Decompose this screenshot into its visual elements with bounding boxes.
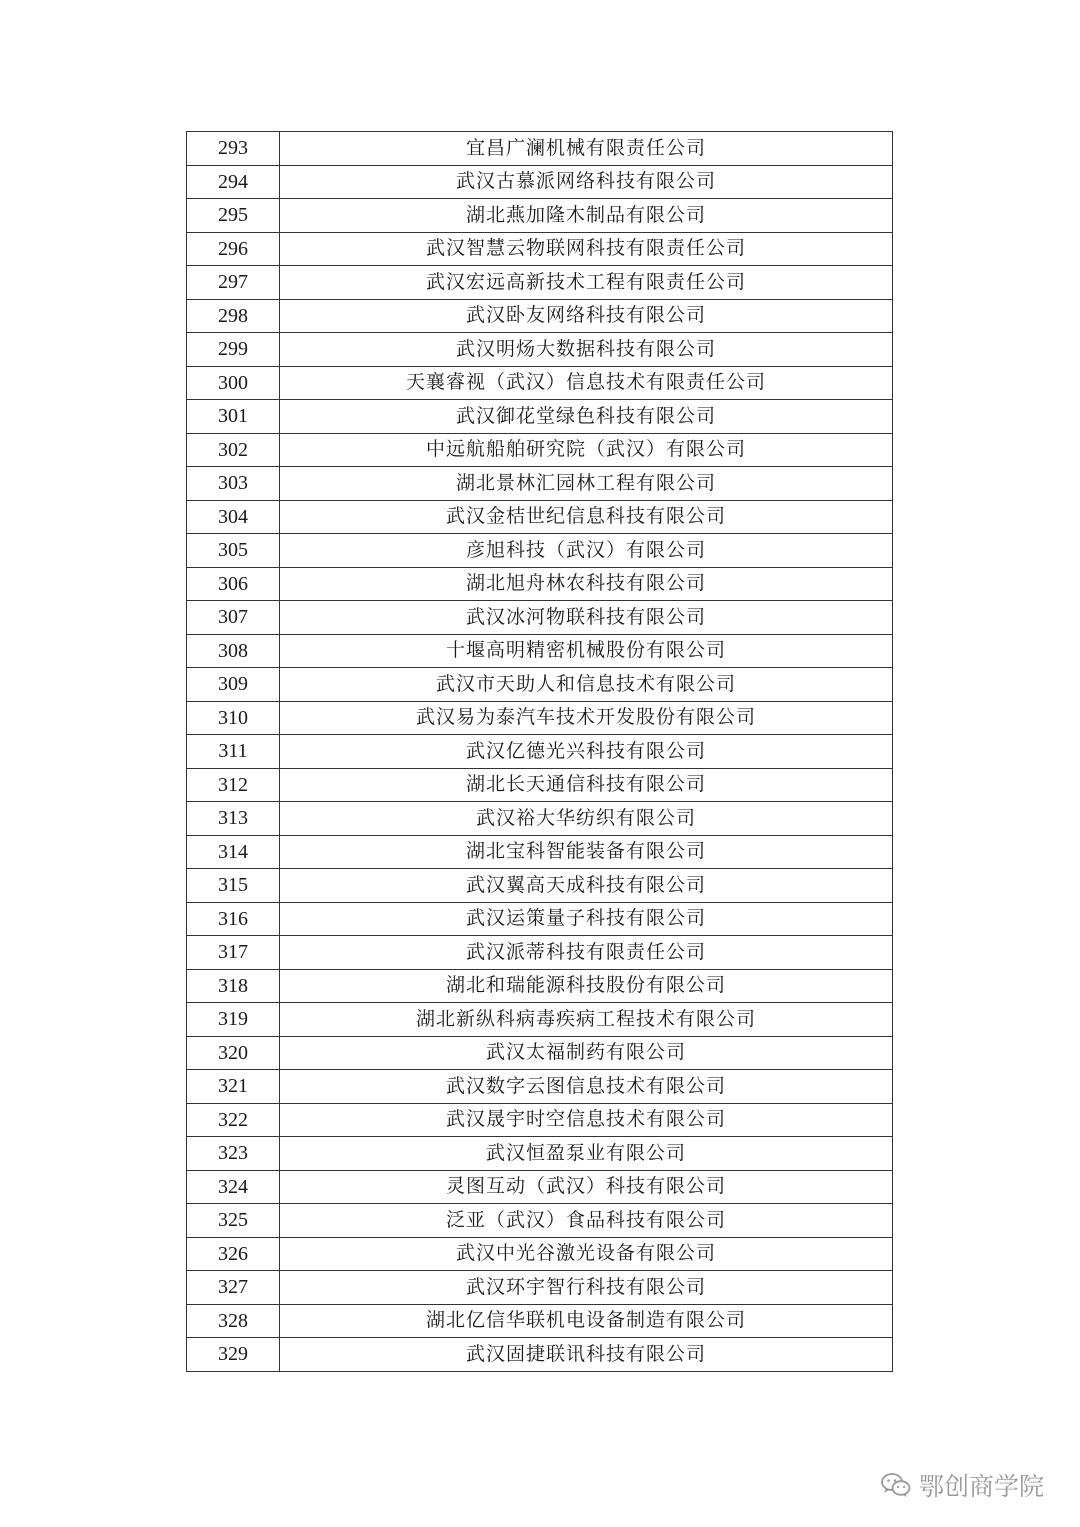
table-row	[187, 701, 893, 735]
company-name: 武汉派蒂科技有限责任公司	[280, 936, 893, 970]
row-number: 293	[187, 132, 280, 166]
company-name: 湖北和瑞能源科技股份有限公司	[280, 969, 893, 1003]
row-number: 308	[187, 634, 280, 668]
table-row	[187, 601, 893, 635]
row-number: 295	[187, 199, 280, 233]
company-name: 彦旭科技（武汉）有限公司	[280, 534, 893, 568]
table-row	[187, 534, 893, 568]
table-row	[187, 668, 893, 702]
company-name: 湖北景林汇园林工程有限公司	[280, 467, 893, 501]
table-row	[187, 266, 893, 300]
table-row	[187, 232, 893, 266]
company-name: 武汉卧友网络科技有限公司	[280, 299, 893, 333]
row-number: 294	[187, 165, 280, 199]
row-number: 321	[187, 1070, 280, 1104]
company-name: 湖北旭舟林农科技有限公司	[280, 567, 893, 601]
row-number: 320	[187, 1036, 280, 1070]
row-number: 328	[187, 1304, 280, 1338]
table-row	[187, 400, 893, 434]
row-number: 327	[187, 1271, 280, 1305]
company-name: 武汉金桔世纪信息科技有限公司	[280, 500, 893, 534]
row-number: 329	[187, 1338, 280, 1372]
company-name: 武汉御花堂绿色科技有限公司	[280, 400, 893, 434]
table-row	[187, 333, 893, 367]
table-row	[187, 1137, 893, 1171]
row-number: 305	[187, 534, 280, 568]
company-name: 武汉晟宇时空信息技术有限公司	[280, 1103, 893, 1137]
row-number: 325	[187, 1204, 280, 1238]
row-number: 310	[187, 701, 280, 735]
company-name: 武汉太福制药有限公司	[280, 1036, 893, 1070]
company-list-table	[186, 131, 893, 1372]
company-name: 湖北燕加隆木制品有限公司	[280, 199, 893, 233]
company-name: 武汉数字云图信息技术有限公司	[280, 1070, 893, 1104]
table-row	[187, 199, 893, 233]
row-number: 313	[187, 802, 280, 836]
watermark-text: 鄂创商学院	[918, 1472, 1044, 1501]
company-name: 武汉固捷联讯科技有限公司	[280, 1338, 893, 1372]
table-row	[187, 567, 893, 601]
company-name: 武汉宏远高新技术工程有限责任公司	[280, 266, 893, 300]
row-number: 311	[187, 735, 280, 769]
table-row	[187, 1204, 893, 1238]
company-name: 泛亚（武汉）食品科技有限公司	[280, 1204, 893, 1238]
table-row	[187, 1237, 893, 1271]
company-name: 武汉亿德光兴科技有限公司	[280, 735, 893, 769]
table-row	[187, 500, 893, 534]
wechat-icon	[881, 1472, 911, 1498]
company-name: 湖北宝科智能装备有限公司	[280, 835, 893, 869]
row-number: 302	[187, 433, 280, 467]
row-number: 318	[187, 969, 280, 1003]
company-name: 十堰高明精密机械股份有限公司	[280, 634, 893, 668]
company-name: 湖北长天通信科技有限公司	[280, 768, 893, 802]
company-name: 武汉冰河物联科技有限公司	[280, 601, 893, 635]
table-row	[187, 165, 893, 199]
table-row	[187, 936, 893, 970]
table-row	[187, 1271, 893, 1305]
company-name: 武汉翼高天成科技有限公司	[280, 869, 893, 903]
row-number: 299	[187, 333, 280, 367]
row-number: 314	[187, 835, 280, 869]
row-number: 312	[187, 768, 280, 802]
row-number: 315	[187, 869, 280, 903]
table-row	[187, 1338, 893, 1372]
row-number: 319	[187, 1003, 280, 1037]
table-row	[187, 902, 893, 936]
row-number: 296	[187, 232, 280, 266]
table-row	[187, 768, 893, 802]
row-number: 300	[187, 366, 280, 400]
company-name: 武汉易为泰汽车技术开发股份有限公司	[280, 701, 893, 735]
company-name: 武汉裕大华纺织有限公司	[280, 802, 893, 836]
company-name: 湖北新纵科病毒疾病工程技术有限公司	[280, 1003, 893, 1037]
table-row	[187, 869, 893, 903]
table-row	[187, 299, 893, 333]
table-row	[187, 467, 893, 501]
watermark	[881, 1467, 1044, 1503]
table-row	[187, 735, 893, 769]
table-row	[187, 835, 893, 869]
company-name: 灵图互动（武汉）科技有限公司	[280, 1170, 893, 1204]
row-number: 309	[187, 668, 280, 702]
row-number: 303	[187, 467, 280, 501]
table-body	[187, 132, 893, 1372]
table-row	[187, 1070, 893, 1104]
company-name: 天襄睿视（武汉）信息技术有限责任公司	[280, 366, 893, 400]
row-number: 316	[187, 902, 280, 936]
company-name: 武汉恒盈泵业有限公司	[280, 1137, 893, 1171]
company-name: 武汉明炀大数据科技有限公司	[280, 333, 893, 367]
table-row	[187, 1170, 893, 1204]
table-row	[187, 1103, 893, 1137]
company-name: 武汉环宇智行科技有限公司	[280, 1271, 893, 1305]
row-number: 317	[187, 936, 280, 970]
company-name: 武汉中光谷激光设备有限公司	[280, 1237, 893, 1271]
company-name: 湖北亿信华联机电设备制造有限公司	[280, 1304, 893, 1338]
company-name: 宜昌广澜机械有限责任公司	[280, 132, 893, 166]
company-name: 中远航船舶研究院（武汉）有限公司	[280, 433, 893, 467]
row-number: 307	[187, 601, 280, 635]
company-name: 武汉市天助人和信息技术有限公司	[280, 668, 893, 702]
row-number: 322	[187, 1103, 280, 1137]
row-number: 297	[187, 266, 280, 300]
row-number: 301	[187, 400, 280, 434]
table-row	[187, 1003, 893, 1037]
table-row	[187, 969, 893, 1003]
table-row	[187, 1304, 893, 1338]
row-number: 306	[187, 567, 280, 601]
row-number: 326	[187, 1237, 280, 1271]
table-row	[187, 634, 893, 668]
table-row	[187, 1036, 893, 1070]
row-number: 324	[187, 1170, 280, 1204]
table-row	[187, 433, 893, 467]
row-number: 323	[187, 1137, 280, 1171]
table-row	[187, 132, 893, 166]
company-name: 武汉古慕派网络科技有限公司	[280, 165, 893, 199]
company-name: 武汉智慧云物联网科技有限责任公司	[280, 232, 893, 266]
table-row	[187, 802, 893, 836]
company-name: 武汉运策量子科技有限公司	[280, 902, 893, 936]
row-number: 298	[187, 299, 280, 333]
table-row	[187, 366, 893, 400]
row-number: 304	[187, 500, 280, 534]
